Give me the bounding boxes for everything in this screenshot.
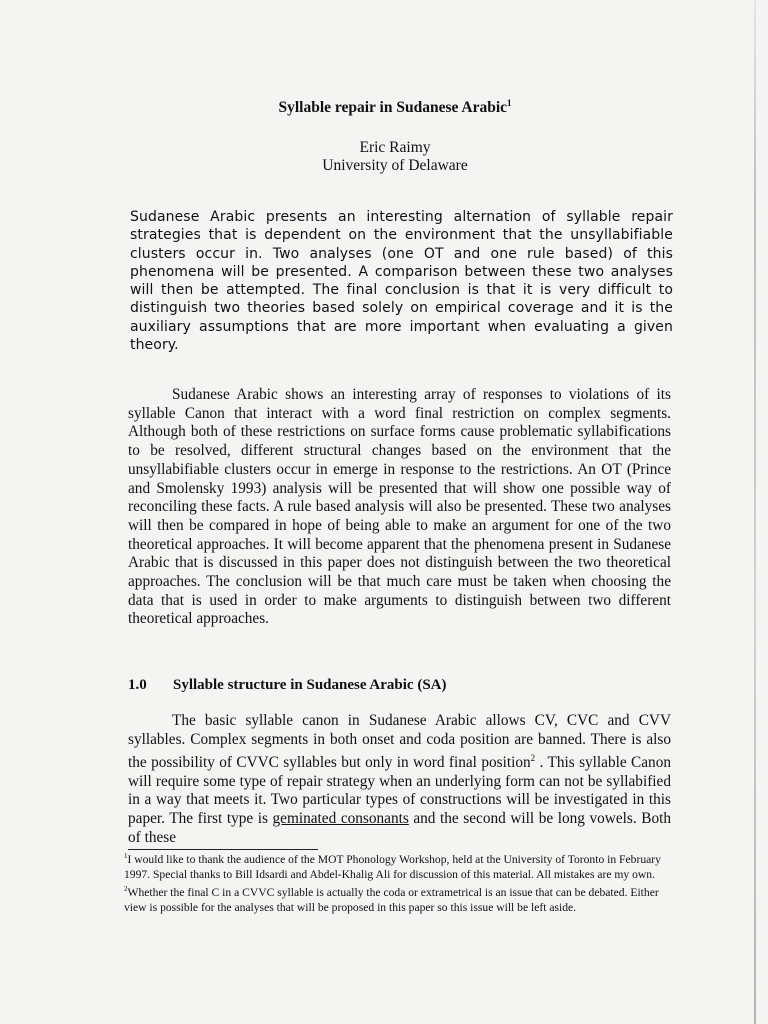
section-title: Syllable structure in Sudanese Arabic (SA) — [173, 677, 447, 693]
footnote-1-text: I would like to thank the audience of the MOT Phonology Workshop, held at the University of Toronto in February 1997. Special thanks to Bill Idsardi and Abdel-Khalig Ali for discussion of this material. All mistakes are my own. — [124, 852, 661, 881]
section-paragraph-part2: . This syllable Canon will require some type of repair strategy when an underlying form can not be syllabified in a way that meets it. Two particular types of constructions will be investigated in this paper. The first type is — [128, 754, 671, 828]
section-paragraph-part3: and the second will be long vowels. Both of these — [128, 810, 672, 846]
footnote-1 — [124, 849, 672, 882]
section-heading — [128, 677, 447, 694]
section-paragraph — [128, 712, 671, 847]
section-paragraph-part1: The basic syllable canon in Sudanese Arabic allows CV, CVC and CVV syllables. Complex segments in both onset and coda position are banned. There is also the possibility of CVVC syllables but only in word final position — [128, 712, 671, 772]
paper-title — [0, 98, 768, 117]
paper-title-text: Syllable repair in Sudanese Arabic — [278, 99, 508, 117]
footnote-2 — [124, 882, 672, 915]
footnote-ref-2: 2 — [530, 753, 536, 764]
title-footnote-mark: 1 — [507, 98, 512, 108]
footnote-2-text: Whether the final C in a CVVC syllable is actually the coda or extrametrical is an issue that can be debated. Either view is possible for the analyses that will be proposed in this paper so this issue will be left aside. — [124, 885, 659, 914]
author-affiliation: University of Delaware — [322, 157, 468, 174]
abstract: Sudanese Arabic presents an interesting alternation of syllable repair strategies that is dependent on the environment that the unsyllabifiable clusters occur in. Two analyses (one OT and one rule based) of this phenomena will be presented. A comparison between these two analyses will then be attempted. The final conclusion is that it is very difficult to distinguish two theories based solely on empirical coverage and it is the auxiliary assumptions that are more important when evaluating a given theory. — [130, 209, 673, 354]
footnotes — [124, 849, 672, 915]
underlined-term: geminated consonants — [272, 810, 409, 828]
section-number: 1.0 — [128, 677, 147, 693]
footnote-2-mark: 2 — [124, 884, 128, 893]
author-name: Eric Raimy — [359, 139, 431, 156]
intro-paragraph-text: Sudanese Arabic shows an interesting array of responses to violations of its syllable Canon that interact with a word final restriction on complex segments. Although both of these restrictions on surface forms cause problematic syllabifications to be resolved, different structural changes based on the environment that the unsyllabifiable clusters occur in emerge in response to the restrictions. An OT (Prince and Smolensky 1993) analysis will be presented that will show one possible way of reconciling these facts. A rule based analysis will also be presented. These two analyses will then be compared in hope of being able to make an argument for one of the two theoretical approaches. It will become apparent that the phenomena present in Sudanese Arabic that is discussed in this paper does not distinguish between the two theoretical approaches. The conclusion will be that much care must be taken when choosing the data that is used in order to make arguments to distinguish between two different theoretical approaches. — [128, 386, 671, 628]
footnote-1-mark: 1 — [124, 852, 128, 860]
intro-paragraph — [128, 386, 671, 629]
